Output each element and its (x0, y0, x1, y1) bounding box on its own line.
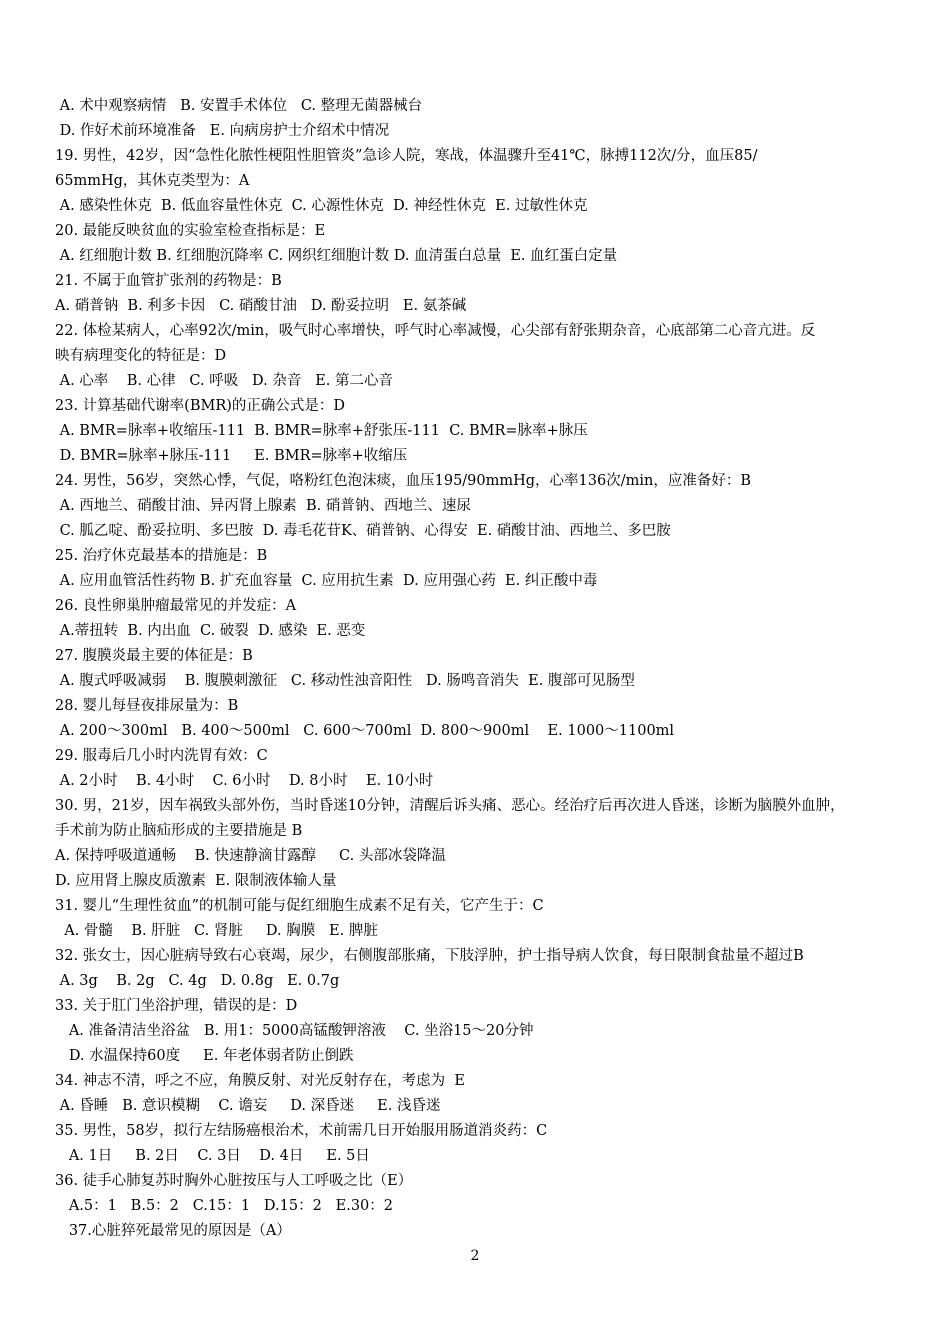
text-line: D. 应用肾上腺皮质激素 E. 限制液体输人量 (55, 873, 337, 889)
text-line: A. 腹式呼吸减弱 B. 腹膜刺激征 C. 移动性浊音阳性 D. 肠鸣音消失 E. 腹部可见肠型 (55, 673, 635, 689)
text-line: A. 骨髓 B. 肝脏 C. 肾脏 D. 胸膜 E. 脾脏 (55, 923, 378, 939)
text-line: 36. 徒手心肺复苏时胸外心脏按压与人工呼吸之比（E） (55, 1173, 413, 1189)
text-line: A. 200～300ml B. 400～500ml C. 600～700ml D. 800～900ml E. 1000～1100ml (55, 723, 675, 739)
text-line: A. 2小时 B. 4小时 C. 6小时 D. 8小时 E. 10小时 (55, 773, 434, 789)
text-line: A. 硝普钠 B. 利多卡因 C. 硝酸甘油 D. 酚妥拉明 E. 氨茶碱 (55, 298, 467, 314)
text-line: 23. 计算基础代谢率(BMR)的正确公式是：D (55, 398, 346, 414)
text-line: 30. 男，21岁，因车祸致头部外伤，当时昏迷10分钟，清醒后诉头痛、恶心。经治疗后再次进人昏迷，诊断为脑膜外血肿， (55, 798, 845, 814)
text-line: 29. 服毒后几小时内洗胃有效：C (55, 748, 268, 764)
text-line: 33. 关于肛门坐浴护理，错误的是：D (55, 998, 298, 1014)
text-line: 32. 张女士，因心脏病导致右心衰竭，尿少，右侧腹部胀痛，下肢浮肿，护士指导病人饮食，每日限制食盐量不超过B (55, 948, 804, 964)
text-line: A. 1日 B. 2日 C. 3日 D. 4日 E. 5日 (55, 1148, 370, 1164)
text-line: 24. 男性，56岁，突然心悸，气促，咯粉红色泡沫痰，血压195/90mmHg，心率136次/min，应准备好：B (55, 473, 751, 489)
text-line: A. 应用血管活性药物 B. 扩充血容量 C. 应用抗生素 D. 应用强心药 E. 纠正酸中毒 (55, 573, 598, 589)
text-line: 65mmHg，其休克类型为：A (55, 173, 250, 189)
text-line: 27. 腹膜炎最主要的体征是：B (55, 648, 253, 664)
text-line: A. 心率 B. 心律 C. 呼吸 D. 杂音 E. 第二心音 (55, 373, 394, 389)
text-line: A.5：1 B.5：2 C.15：1 D.15：2 E.30：2 (55, 1198, 394, 1214)
text-line: A. 保持呼吸道通畅 B. 快速静滴甘露醇 C. 头部冰袋降温 (55, 848, 446, 864)
text-line: 22. 体检某病人，心率92次/min，吸气时心率增快，呼气时心率减慢，心尖部有舒张期杂音，心底部第二心音亢进。反 (55, 323, 816, 339)
text-line: 20. 最能反映贫血的实验室检查指标是：E (55, 223, 326, 239)
text-line: 21. 不属于血管扩张剂的药物是：B (55, 273, 282, 289)
text-line: 35. 男性，58岁，拟行左结肠癌根治术，术前需几日开始服用肠道消炎药：C (55, 1123, 548, 1139)
text-line: A.蒂扭转 B. 内出血 C. 破裂 D. 感染 E. 恶变 (55, 623, 366, 639)
text-line: 28. 婴儿每昼夜排尿量为：B (55, 698, 239, 714)
text-line: 手术前为防止脑疝形成的主要措施是 B (55, 823, 303, 839)
text-line: 映有病理变化的特征是：D (55, 348, 227, 364)
text-line: 37.心脏猝死最常见的原因是（A） (55, 1223, 291, 1239)
text-line: A. 感染性休克 B. 低血容量性休克 C. 心源性休克 D. 神经性休克 E. 过敏性休克 (55, 198, 588, 214)
text-line: A. 术中观察病情 B. 安置手术体位 C. 整理无菌器械台 (55, 98, 423, 114)
text-line: 34. 神志不清，呼之不应，角膜反射、对光反射存在，考虑为 E (55, 1073, 465, 1089)
text-line: D. BMR=脉率+脉压-111 E. BMR=脉率+收缩压 (55, 448, 408, 464)
text-line: C. 胍乙啶、酚妥拉明、多巴胺 D. 毒毛花苷K、硝普钠、心得安 E. 硝酸甘油、西地兰、多巴胺 (55, 523, 671, 539)
text-line: A. BMR=脉率+收缩压-111 B. BMR=脉率+舒张压-111 C. BMR=脉率+脉压 (55, 423, 588, 439)
text-line: D. 水温保持60度 E. 年老体弱者防止倒跌 (55, 1048, 354, 1064)
text-line: A. 昏睡 B. 意识模糊 C. 谵妄 D. 深昏迷 E. 浅昏迷 (55, 1098, 441, 1114)
text-line: 31. 婴儿“生理性贫血”的机制可能与促红细胞生成素不足有关，它产生于：C (55, 898, 544, 914)
page-number: 2 (470, 1248, 480, 1264)
text-line: D. 作好术前环境准备 E. 向病房护士介绍术中情况 (55, 123, 390, 139)
text-line: 25. 治疗休克最基本的措施是：B (55, 548, 268, 564)
text-line: A. 3g B. 2g C. 4g D. 0.8g E. 0.7g (55, 973, 340, 989)
text-line: 19. 男性，42岁，因“急性化脓性梗阻性胆管炎”急诊人院，寒战，体温骤升至41℃，脉搏112次/分，血压85/ (55, 148, 758, 164)
text-line: A. 红细胞计数 B. 红细胞沉降率 C. 网织红细胞计数 D. 血清蛋白总量 E. 血红蛋白定量 (55, 248, 618, 264)
text-line: A. 准备清洁坐浴盆 B. 用1：5000高锰酸钾溶液 C. 坐浴15～20分钟 (55, 1023, 534, 1039)
text-line: 26. 良性卵巢肿瘤最常见的并发症：A (55, 598, 297, 614)
text-line: A. 西地兰、硝酸甘油、异丙肾上腺素 B. 硝普钠、西地兰、速尿 (55, 498, 471, 514)
